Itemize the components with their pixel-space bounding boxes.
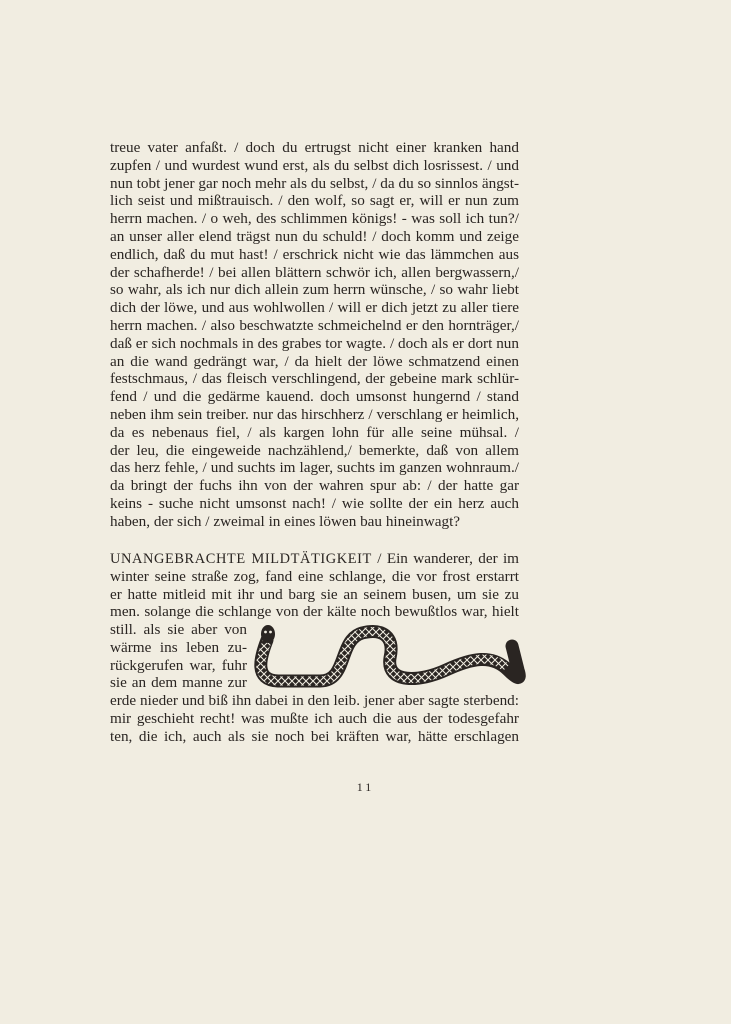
text-line: der leu, die eingeweide nachzählend,/ bemerkte, daß von allem [110, 441, 519, 459]
text-line: an die wand gedrängt war, / da hielt der löwe schmatzend einen [110, 352, 519, 370]
text-line: daß er sich nochmals in des grabes tor wagte. / doch als er dort nun [110, 334, 519, 352]
text-line: neben ihm sein treiber. nur das hirschherz / verschlang er heimlich, [110, 405, 519, 423]
text-line: der schafherde! / bei allen blättern schwör ich, allen bergwassern,/ [110, 263, 519, 281]
text-line: sie an dem manne zur [110, 674, 247, 692]
text-line: men. solange die schlange von der kälte noch bewußtlos war, hielt [110, 603, 519, 621]
text-line: herrn machen. / o weh, des schlimmen königs! - was soll ich tun?/ [110, 210, 519, 228]
text-fragment: / Ein wanderer, der im [371, 550, 519, 567]
story-snake-intro [110, 550, 519, 621]
text-line: treue vater anfaßt. / doch du ertrugst nicht einer kranken hand [110, 139, 519, 156]
text-line: mir geschieht recht! was mußte ich auch die aus der todesgefahr [110, 709, 519, 727]
text-line: an unser aller elend trägst nun du schuld! / doch komm und zeige [110, 227, 519, 245]
text-line: lich seist und mißtrauisch. / den wolf, so sagt er, will er nun zum [110, 192, 519, 210]
text-line: er hatte mitleid mit ihr und barg sie an seinem busen, um sie zu [110, 585, 519, 603]
text-line: dich der löwe, und aus wohlwollen / will er dich jetzt zu aller tiere [110, 299, 519, 317]
text-line: so wahr, als ich nur dich allein zum herrn wünsche, / so wahr liebt [110, 281, 519, 299]
text-line: herrn machen. / also beschwatzte schmeichelnd er den hornträger,/ [110, 316, 519, 334]
story-snake-end [110, 692, 519, 745]
text-line: nun tobt jener gar noch mehr als du selbst, / da du so sinnlos ängst- [110, 174, 519, 192]
text-line: da es nebenaus fiel, / als kargen lohn für alle seine mühsal. / [110, 423, 519, 441]
text-line: rückgerufen war, fuhr [110, 656, 247, 674]
snake-head [261, 625, 275, 643]
story-fox-lion [110, 139, 519, 531]
text-line: ten, die ich, auch als sie noch bei kräften war, hätte erschlagen [110, 727, 519, 745]
text-line: fend / und die gedärme kauend. doch umsonst hungernd / stand [110, 388, 519, 406]
snake-illustration [250, 618, 530, 693]
text-line: erde nieder und biß ihn dabei in den leib. jener aber sagte sterbend: [110, 692, 519, 709]
text-line: das herz fehle, / und suchts im lager, suchts im ganzen wohnraum./ [110, 459, 519, 477]
text-line: haben, der sich / zweimal in eines löwen bau hineinwagt? [110, 512, 461, 530]
text-line: zupfen / und wurdest wund erst, als du selbst dich losrissest. / und [110, 156, 519, 174]
page-number: 11 [356, 780, 375, 794]
story-title: UNANGEBRACHTE MILDTÄTIGKEIT [110, 551, 372, 567]
text-line: da bringt der fuchs ihn von der wahren spur ab: / der hatte gar [110, 477, 519, 495]
text-line: wärme ins leben zu- [110, 638, 247, 656]
text-line: still. als sie aber von [110, 621, 247, 638]
text-line [110, 550, 519, 568]
text-line: endlich, daß du mut hast! / erschrick nicht wie das lämmchen aus [110, 245, 519, 263]
text-line: winter seine straße zog, fand eine schlange, die vor frost erstarrt [110, 567, 519, 585]
text-line: keins - suche nicht umsonst nach! / wie sollte der ein herz auch [110, 494, 519, 512]
text-line: festschmaus, / das fleisch verschlingend, der gebeine mark schlür- [110, 370, 519, 388]
